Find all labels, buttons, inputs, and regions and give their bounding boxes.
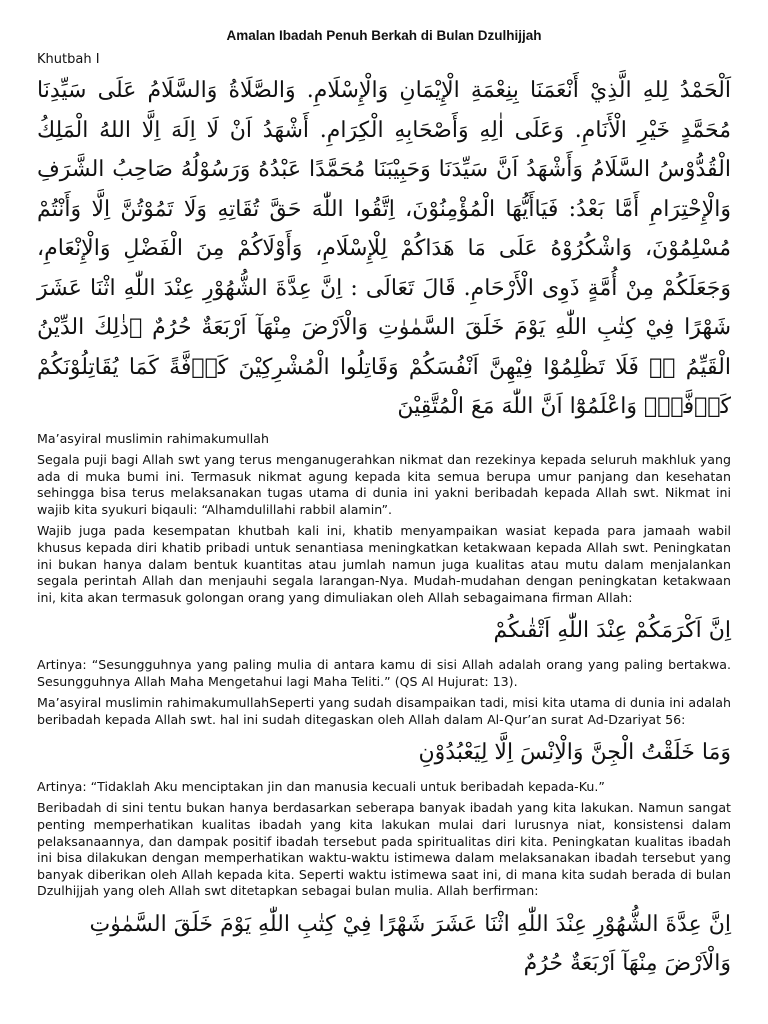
greeting-text: Ma’asyiral muslimin rahimakumullah (37, 430, 269, 446)
document-title: Amalan Ibadah Penuh Berkah di Bulan Dzulhijjah (226, 28, 542, 43)
paragraph-2: Wajib juga pada kesempatan khutbah kali ini, khatib menyampaikan wasiat kepada para jamaah wabil khusus kepada diri khatib pribadi untuk senantiasa meningkatkan ketakwaan kepada Allah swt. Peningkatan ini bukan hanya dalam bentuk kuantitas atau jumlah namun juga kualitas atau mutu dalam menjalankan segala perintah Allah dan menjauhi segala larangan-Nya. Mudah-mudahan dengan peningkatan ketakwaan ini, kita akan termasuk golongan orang yang dimuliakan oleh Allah sebagaimana firman Allah: (37, 523, 731, 605)
paragraph-1: Segala puji bagi Allah swt yang terus menganugerahkan nikmat dan rezekinya kepada seluruh makhluk yang ada di muka bumi ini. Termasuk nikmat agung kepada kita semua berupa umur panjang dan kesehatan sehingga bisa terus melaksanakan tugas utama di dunia ini yakni beribadah kepada Allah swt. Nikmat ini wajib kita syukuri biqauli: “Alhamdulillahi rabbil alamin”. (37, 452, 731, 517)
translation-1: Artinya: “Sesungguhnya yang paling mulia di antara kamu di sisi Allah adalah orang yang paling bertakwa. Sesungguhnya Allah Maha Mengetahui lagi Maha Teliti.” (QS Al Hujurat: 13). (37, 656, 731, 689)
verse-2-arabic: وَمَا خَلَقْتُ الْجِنَّ وَالْاِنْسَ اِلَّا لِيَعْبُدُوْنِ (418, 740, 731, 766)
paragraph-4: Beribadah di sini tentu bukan hanya berdasarkan seberapa banyak ibadah yang kita lakukan. Namun sangat penting memperhatikan kualitas ibadah yang kita lakukan mulai dari lurusnya niat, konsistensi dalam pelaksanaannya, dan dampak positif ibadah tersebut pada spiritualitas diri kita. Peningkatan kualitas ibadah ini bisa dilakukan dengan memperhatikan waktu-waktu istimewa dalam melaksanakan ibadah tersebut yang banyak diberikan oleh Allah kepada kita. Seperti waktu istimewa saat ini, di mana kita sudah berada di bulan Dzulhijjah yang oleh Allah swt ditetapkan sebagai bulan mulia. Allah berfirman: (37, 800, 731, 899)
paragraph-3: Ma’asyiral muslimin rahimakumullahSeperti yang sudah disampaikan tadi, misi kita utama di dunia ini adalah beribadah kepada Allah swt. hal ini sudah ditegaskan oleh Allah dalam Al-Qur’an surat Ad-Dzariyat 56: (37, 695, 731, 727)
verse-1-arabic: اِنَّ اَكْرَمَكُمْ عِنْدَ اللّٰهِ اَتْقٰىكُمْ (493, 618, 731, 644)
section-label: Khutbah I (37, 52, 100, 67)
opening-arabic-text: اَلْحَمْدُ لِلهِ الَّذِيْ أَنْعَمَنَا بِنِعْمَةِ الْإِيْمَانِ وَالْإِسْلَامِ. وَالصَّلَاةُ وَالسَّلَامُ عَلَى سَيِّدِنَا مُحَمَّدٍ خَيْرِ الْأَنَامِ. وَعَلَى اٰلِهِ وَأَصْحَابِهِ الْكِرَامِ. أَشْهَدُ اَنْ لَا اِلَهَ اِلَّا اللهُ الْمَلِكُ الْقُدُّوْسُ السَّلَامُ وَأَشْهَدُ اَنَّ سَيِّدَنَا وَحَبِيْبَنَا مُحَمَّدًا عَبْدُهُ وَرَسُوْلُهُ صَاحِبُ الشَّرَفِ وَالْإِحْتِرَامِ أَمَّا بَعْدُ: فَيَاأَيُّهَا الْمُؤْمِنُوْنَ، اِتَّقُوا اللّٰهَ حَقَّ تُقَاتِهِ وَلَا تَمُوْتُنَّ اِلَّا وَأَنْتُمْ مُسْلِمُوْنَ، وَاشْكُرُوْهُ عَلَى مَا هَدَاكُمْ لِلْإِسْلَامِ، وَأَوْلَاكُمْ مِنَ الْفَضْلِ وَالْإِنْعَامِ، وَجَعَلَكُمْ مِنْ أُمَّةٍ ذَوِى الْأَرْحَامِ. قَالَ تَعَالَى : اِنَّ عِدَّةَ الشُّهُوْرِ عِنْدَ اللّٰهِ اثْنَا عَشَرَ شَهْرًا فِيْ كِتٰبِ اللّٰهِ يَوْمَ خَلَقَ السَّمٰوٰتِ وَالْاَرْضَ مِنْهَآ اَرْبَعَةٌ حُرُمٌ ۗذٰلِكَ الدِّيْنُ الْقَيِّمُ ەۙ فَلَا تَظْلِمُوْا فِيْهِنَّ اَنْفُسَكُمْ وَقَاتِلُوا الْمُشْرِكِيْنَ كَاۤفَّةً كَمَا يُقَاتِلُوْنَكُمْ كَاۤفَّةًۗ وَاعْلَمُوْٓا اَنَّ اللّٰهَ مَعَ الْمُتَّقِيْنَ (37, 78, 731, 419)
verse-3-arabic: اِنَّ عِدَّةَ الشُّهُوْرِ عِنْدَ اللّٰهِ اثْنَا عَشَرَ شَهْرًا فِيْ كِتٰبِ اللّٰهِ يَوْمَ خَلَقَ السَّمٰوٰتِ وَالْاَرْضَ مِنْهَآ اَرْبَعَةٌ حُرُمٌ (89, 911, 731, 977)
translation-2: Artinya: “Tidaklah Aku menciptakan jin dan manusia kecuali untuk beribadah kepada-Ku.” (37, 778, 605, 794)
